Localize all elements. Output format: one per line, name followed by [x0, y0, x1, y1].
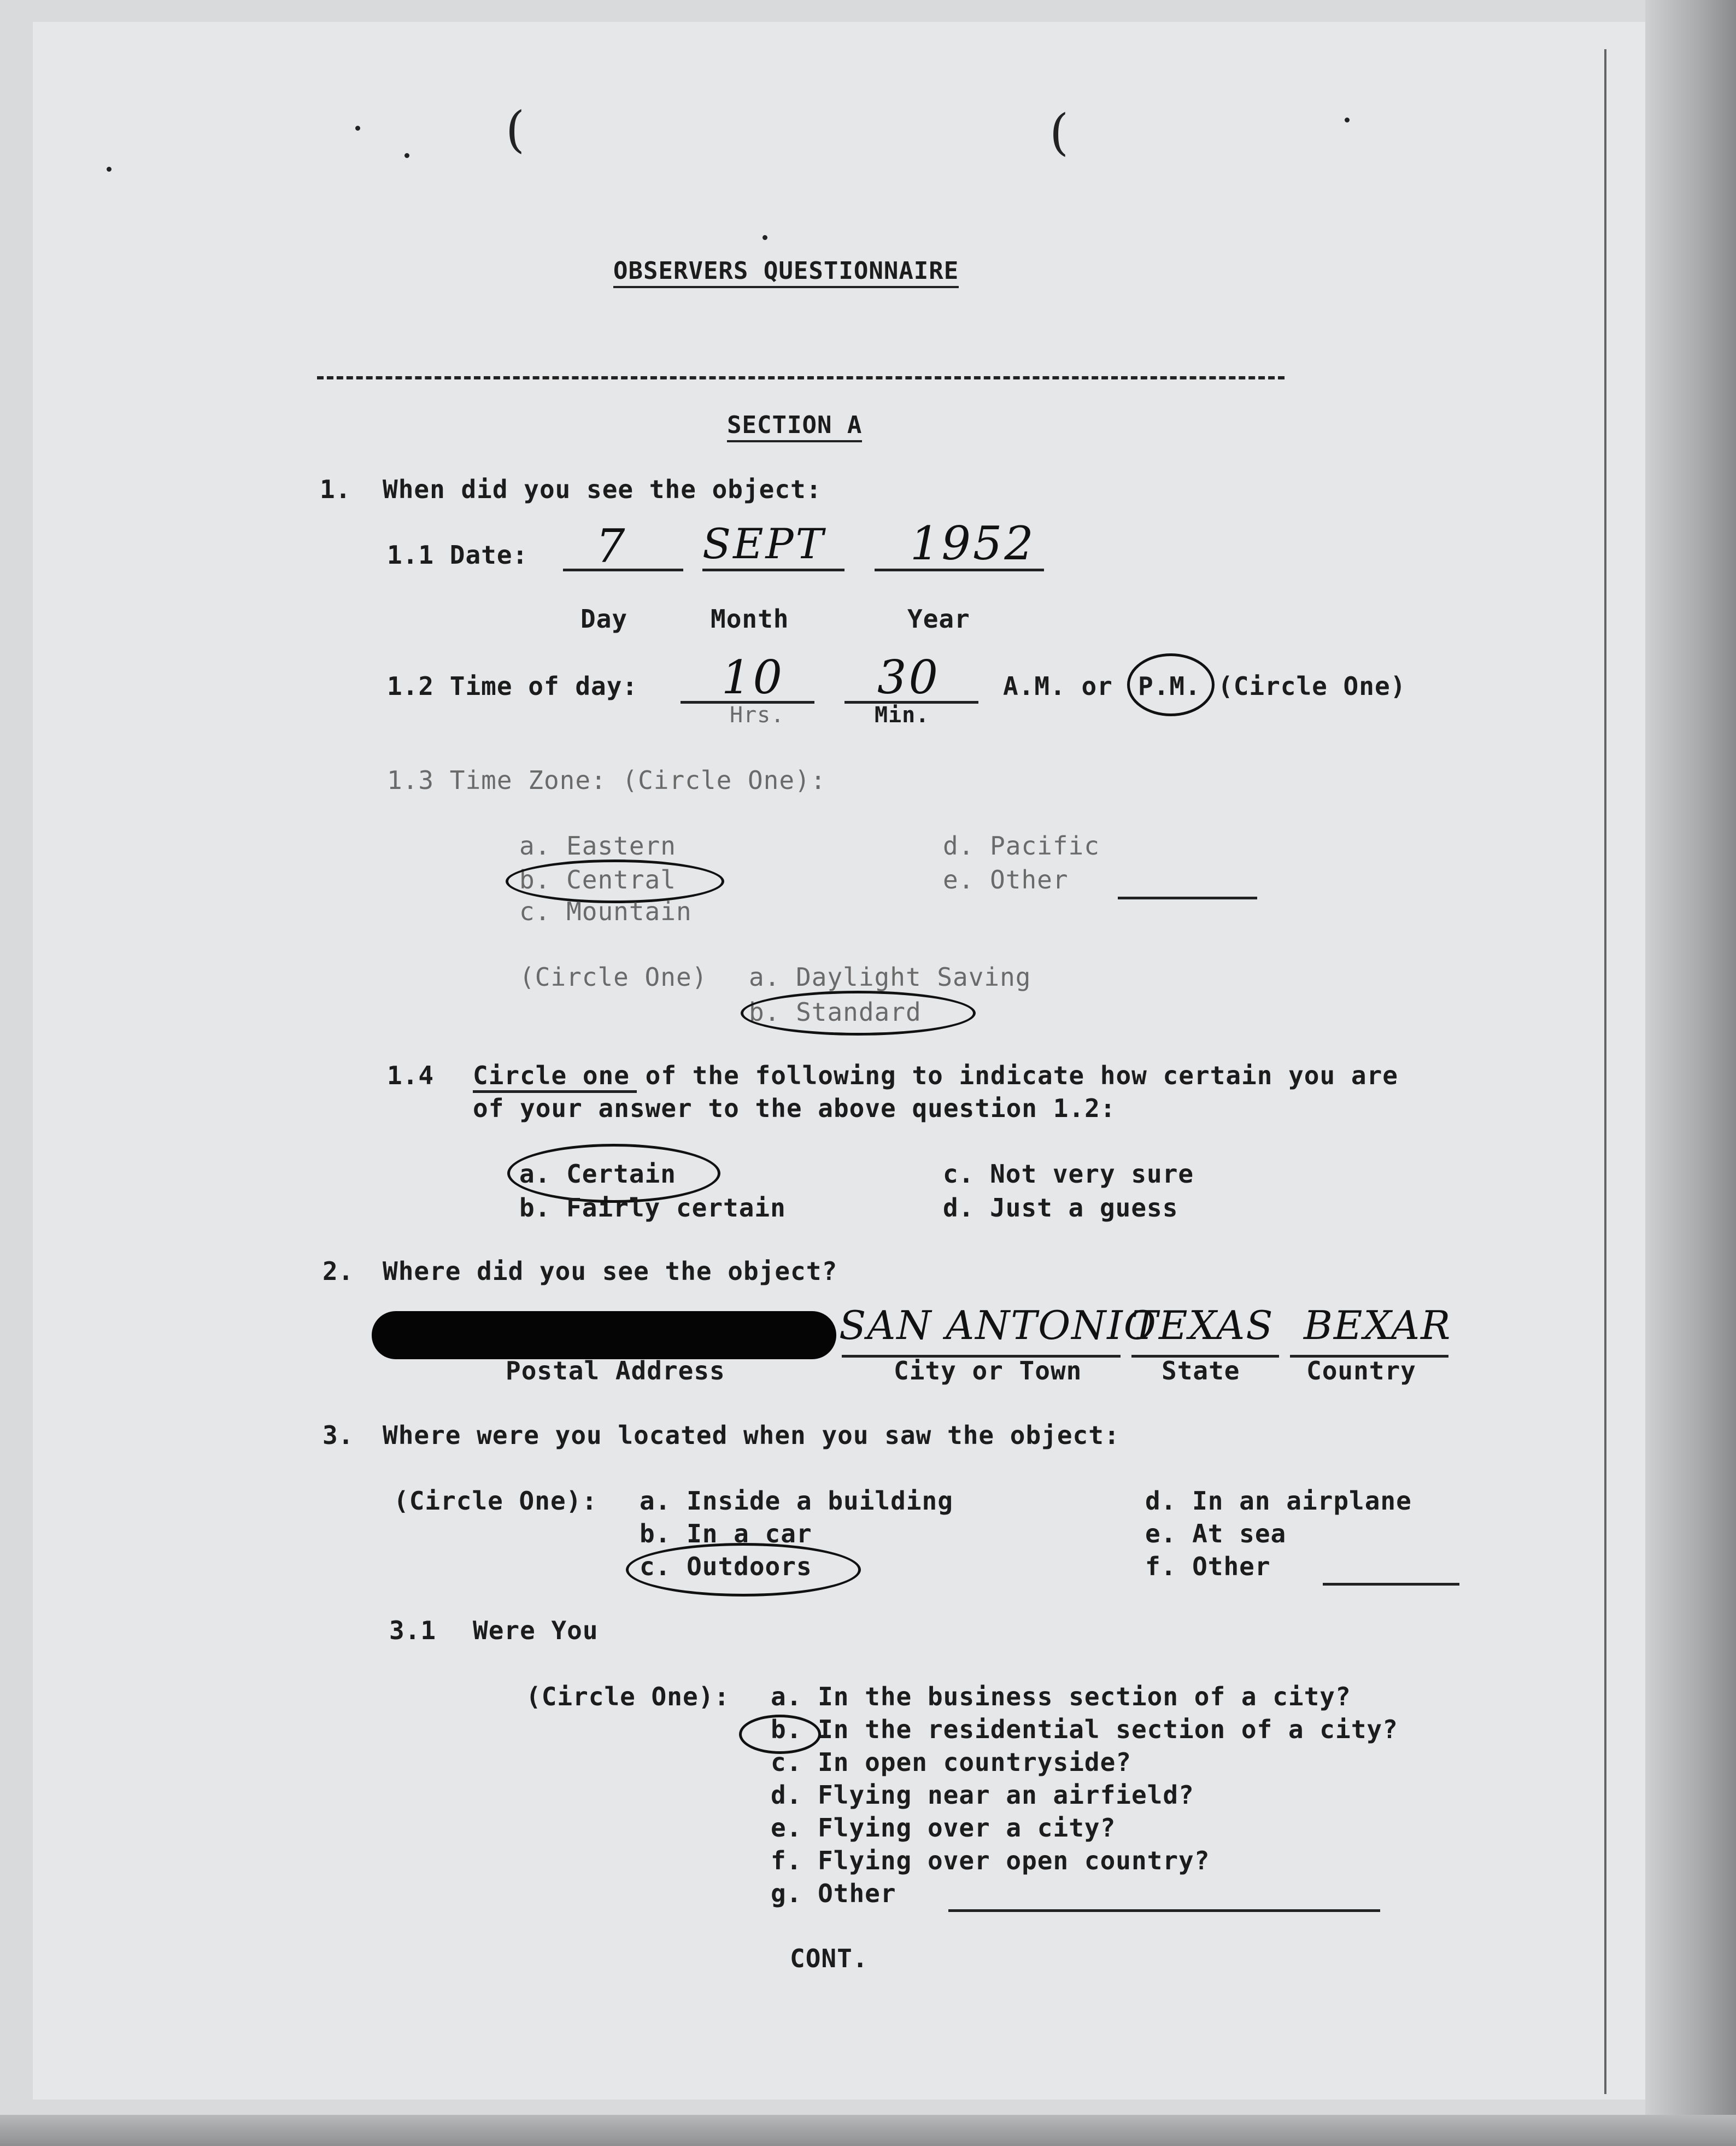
month-line [702, 569, 844, 571]
certainty-option-guess: d. Just a guess [943, 1193, 1178, 1223]
location-option-sea: e. At sea [1145, 1519, 1287, 1548]
day-caption: Day [580, 604, 628, 634]
minutes-value: 30 [877, 651, 940, 704]
document-title: OBSERVERS QUESTIONNAIRE [613, 257, 959, 288]
scan-mark: ( [506, 101, 525, 159]
certainty-instruction-line2: of your answer to the above question 1.2: [473, 1094, 1116, 1123]
country-caption: Country [1306, 1356, 1416, 1385]
zone-option-mountain: c. Mountain [519, 897, 692, 926]
year-caption: Year [907, 604, 970, 634]
day-value: 7 [596, 519, 627, 573]
city-caption: City or Town [894, 1356, 1082, 1385]
month-caption: Month [711, 604, 789, 634]
outdoors-circle-mark [626, 1543, 861, 1597]
time-label: 1.2 Time of day: [387, 671, 638, 701]
circle-one-label: (Circle One): [394, 1486, 598, 1516]
title-divider [317, 376, 1285, 379]
standard-circle-mark [741, 991, 976, 1036]
area-option-countryside: c. In open countryside? [771, 1747, 1131, 1777]
question-text: Where did you see the object? [383, 1256, 838, 1286]
dst-option-daylight: a. Daylight Saving [749, 962, 1031, 992]
certainty-option-certain: a. Certain [519, 1159, 676, 1189]
scan-speck [763, 235, 767, 240]
page-edge-line [1604, 49, 1606, 2094]
minutes-caption: Min. [875, 703, 930, 728]
date-label: 1.1 Date: [387, 540, 529, 570]
location-option-airplane: d. In an airplane [1145, 1486, 1412, 1516]
location-option-other: f. Other [1145, 1552, 1271, 1581]
scan-speck [404, 153, 409, 158]
question-number: 3. [322, 1420, 354, 1450]
day-line [563, 569, 683, 571]
location-other-line [1323, 1583, 1459, 1586]
question-number: 1. [320, 475, 351, 504]
sub-circle-one-label: (Circle One): [526, 1682, 730, 1711]
subquestion-number: 3.1 [389, 1616, 437, 1645]
area-option-residential: b. In the residential section of a city? [771, 1715, 1398, 1744]
scan-mark: ( [1049, 104, 1069, 161]
am-or-label: A.M. or [1003, 671, 1113, 701]
time-zone-label: 1.3 Time Zone: (Circle One): [387, 765, 826, 795]
dst-circle-note: (Circle One) [519, 962, 708, 992]
scan-edge-shadow [1645, 0, 1736, 2146]
zone-option-central: b. Central [519, 865, 676, 894]
zone-option-other: e. Other [943, 865, 1069, 894]
scan-bottom-shadow [0, 2115, 1736, 2146]
location-option-building: a. Inside a building [640, 1486, 953, 1516]
certainty-instruction-line1: Circle one of the following to indicate how certain you are [473, 1061, 1398, 1090]
certainty-number: 1.4 [387, 1061, 435, 1090]
area-option-other: g. Other [771, 1879, 896, 1908]
circle-one-underline [473, 1090, 637, 1093]
scan-speck [1345, 118, 1350, 122]
state-caption: State [1162, 1356, 1240, 1385]
area-option-over-city: e. Flying over a city? [771, 1813, 1116, 1843]
location-option-outdoors: c. Outdoors [640, 1552, 812, 1581]
zone-option-pacific: d. Pacific [943, 831, 1100, 861]
question-text: When did you see the object: [383, 475, 822, 504]
country-value: BEXAR [1304, 1302, 1452, 1348]
question-number: 2. [322, 1256, 354, 1286]
postal-address-caption: Postal Address [506, 1356, 725, 1385]
area-option-airfield: d. Flying near an airfield? [771, 1780, 1194, 1810]
dst-option-standard: b. Standard [749, 997, 922, 1027]
zone-other-line [1118, 897, 1257, 899]
city-value: SAN ANTONIO [839, 1302, 1157, 1348]
subquestion-text: Were You [473, 1616, 599, 1645]
section-heading: SECTION A [727, 411, 862, 442]
location-option-car: b. In a car [640, 1519, 812, 1548]
pm-circle-mark [1127, 653, 1215, 716]
year-line [875, 569, 1044, 571]
area-option-business: a. In the business section of a city? [771, 1682, 1351, 1711]
area-option-open-country: f. Flying over open country? [771, 1846, 1210, 1875]
area-other-line [948, 1909, 1380, 1912]
hours-value: 10 [722, 651, 784, 704]
state-value: TEXAS [1131, 1302, 1274, 1348]
month-value: SEPT [702, 519, 826, 568]
hours-caption: Hrs. [730, 703, 785, 728]
scan-speck [355, 126, 360, 131]
scan-speck [107, 167, 112, 172]
redaction-bar [372, 1311, 836, 1359]
question-text: Where were you located when you saw the object: [383, 1420, 1120, 1450]
zone-option-eastern: a. Eastern [519, 831, 676, 861]
circle-one-note: (Circle One) [1218, 671, 1406, 701]
certainty-option-not-sure: c. Not very sure [943, 1159, 1194, 1189]
pm-option: P.M. [1138, 671, 1201, 701]
year-value: 1952 [910, 517, 1036, 570]
continued-note: CONT. [790, 1944, 869, 1973]
certainty-option-fairly: b. Fairly certain [519, 1193, 786, 1223]
